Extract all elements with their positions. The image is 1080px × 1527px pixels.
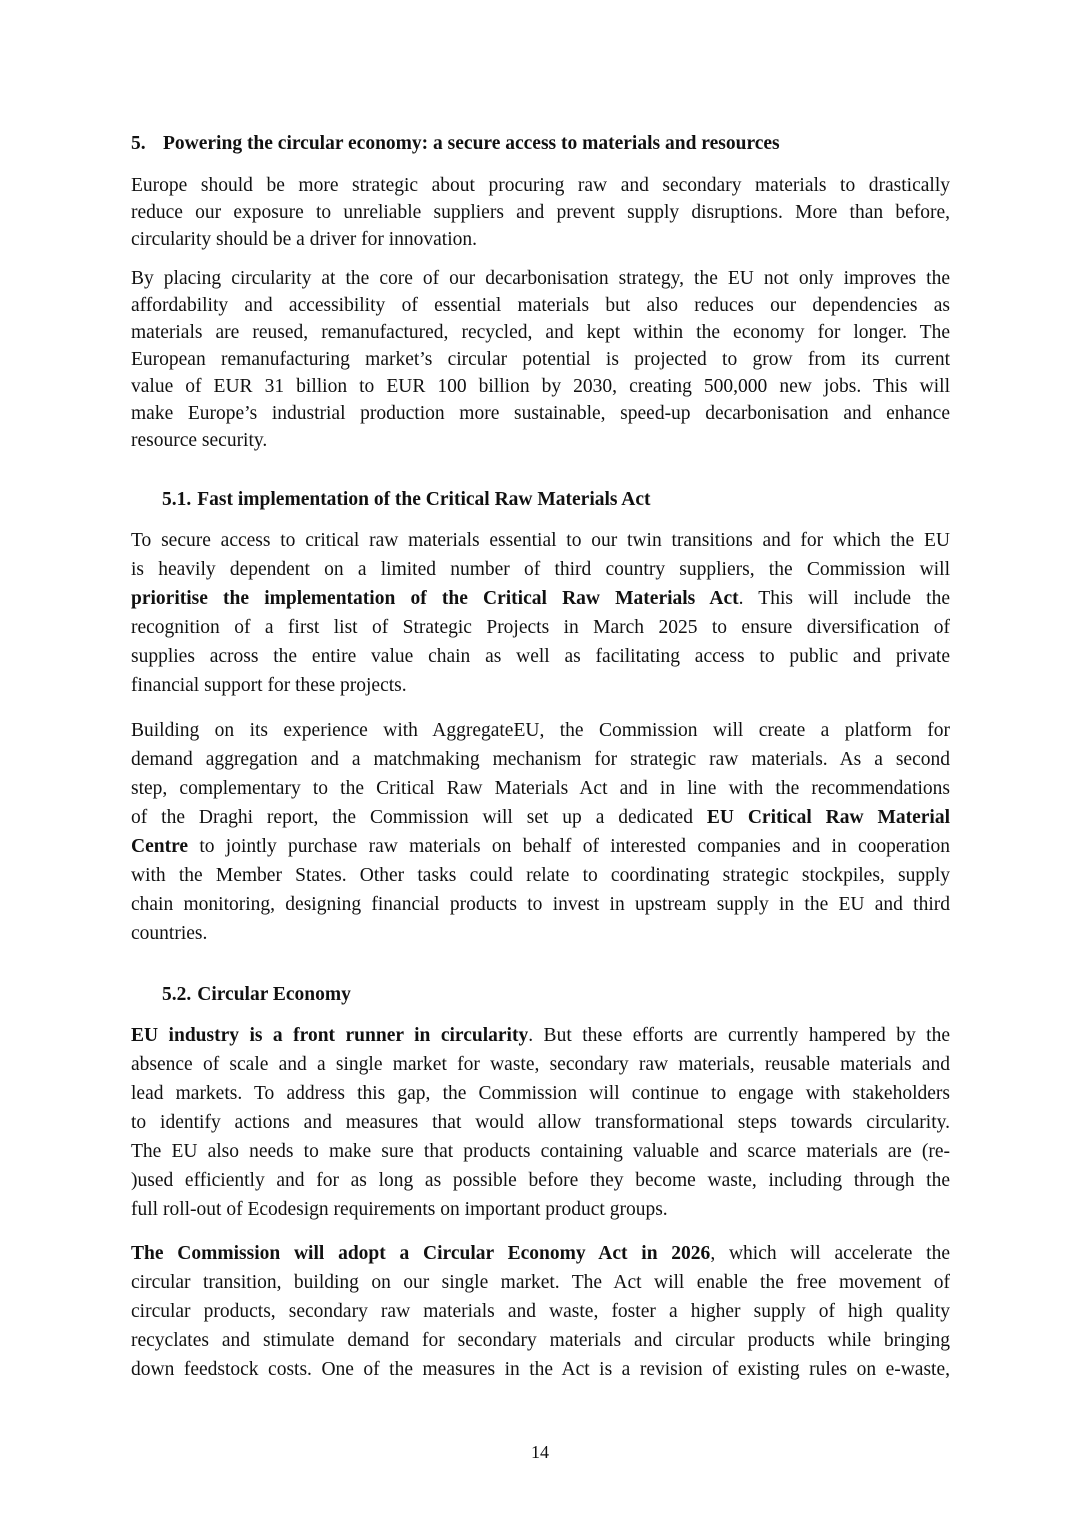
subsection-number: 5.2. <box>162 984 192 1005</box>
text-line: To secure access to critical raw materials essential to our twin transitions and for which the EU <box>131 530 950 551</box>
emphasis-text: prioritise the implementation of the Critical Raw Materials Act <box>131 588 739 609</box>
text-line: resource security. <box>131 430 268 451</box>
subsection-5-1-paragraph-2 <box>131 716 950 948</box>
intro-paragraph-2 <box>131 265 950 454</box>
text-line: )used efficiently and for as long as possible before they become waste, including through the <box>131 1170 950 1191</box>
text-line: circularity should be a driver for innovation. <box>131 229 478 250</box>
text-line: step, complementary to the Critical Raw Materials Act and in line with the recommendations <box>131 778 950 799</box>
subsection-heading-5-1 <box>162 487 651 513</box>
text-line: affordability and accessibility of essential materials but also reduces our dependencies as <box>131 295 950 316</box>
text-line <box>131 1239 950 1268</box>
subsection-title: Fast implementation of the Critical Raw Materials Act <box>197 489 651 510</box>
text-line: recyclates and stimulate demand for secondary materials and circular products while bringing <box>131 1330 950 1351</box>
text-line: lead markets. To address this gap, the Commission will continue to engage with stakeholders <box>131 1083 950 1104</box>
text-line: to identify actions and measures that would allow transformational steps towards circularity. <box>131 1112 950 1133</box>
text-line: circular transition, building on our single market. The Act will enable the free movement of <box>131 1272 950 1293</box>
subsection-5-2-paragraph-1 <box>131 1021 950 1224</box>
section-number: 5. <box>131 133 146 154</box>
text-line: is heavily dependent on a limited number of third country suppliers, the Commission will <box>131 559 950 580</box>
emphasis-text: EU industry is a front runner in circularity <box>131 1025 529 1046</box>
emphasis-text: Centre <box>131 836 189 857</box>
page-number: 14 <box>531 1442 549 1462</box>
subsection-title: Circular Economy <box>197 984 351 1005</box>
text-line: financial support for these projects. <box>131 675 407 696</box>
text-line: make Europe’s industrial production more sustainable, speed-up decarbonisation and enhance <box>131 403 950 424</box>
subsection-5-2-paragraph-2 <box>131 1239 950 1384</box>
subsection-heading-5-2 <box>162 982 351 1008</box>
text-line: supplies across the entire value chain as well as facilitating access to public and private <box>131 646 950 667</box>
text-line: chain monitoring, designing financial products to invest in upstream supply in the EU and third <box>131 894 950 915</box>
section-title: Powering the circular economy: a secure access to materials and resources <box>163 133 780 154</box>
text-line: countries. <box>131 923 208 944</box>
text-line: Europe should be more strategic about procuring raw and secondary materials to drastically <box>131 175 950 196</box>
text-line: By placing circularity at the core of our decarbonisation strategy, the EU not only improves the <box>131 268 950 289</box>
emphasis-text: The Commission will adopt a Circular Economy Act in 2026 <box>131 1243 711 1264</box>
text-span: . This will include the <box>738 588 950 609</box>
emphasis-text: EU Critical Raw Material <box>706 807 951 828</box>
text-line: value of EUR 31 billion to EUR 100 billion by 2030, creating 500,000 new jobs. This will <box>131 376 950 397</box>
text-line: materials are reused, remanufactured, recycled, and kept within the economy for longer. The <box>131 322 950 343</box>
text-line: recognition of a first list of Strategic Projects in March 2025 to ensure diversification of <box>131 617 950 638</box>
text-line: full roll-out of Ecodesign requirements on important product groups. <box>131 1199 668 1220</box>
text-line <box>131 584 950 613</box>
text-span: , which will accelerate the <box>710 1243 950 1264</box>
text-line: The EU also needs to make sure that products containing valuable and scarce materials are (re- <box>131 1141 950 1162</box>
subsection-number: 5.1. <box>162 489 192 510</box>
text-line: European remanufacturing market’s circular potential is projected to grow from its current <box>131 349 950 370</box>
section-heading <box>131 131 780 157</box>
intro-paragraph-1 <box>131 172 950 253</box>
text-line <box>131 1021 950 1050</box>
text-span: to jointly purchase raw materials on behalf of interested companies and in cooperation <box>188 836 950 857</box>
text-span: . But these efforts are currently hampered by the <box>528 1025 950 1046</box>
text-line: reduce our exposure to unreliable suppliers and prevent supply disruptions. More than before, <box>131 202 950 223</box>
text-line <box>131 803 950 832</box>
text-line: with the Member States. Other tasks could relate to coordinating strategic stockpiles, supply <box>131 865 950 886</box>
text-span: of the Draghi report, the Commission will set up a dedicated <box>131 807 707 828</box>
text-line: down feedstock costs. One of the measures in the Act is a revision of existing rules on e-waste, <box>131 1359 950 1380</box>
text-line <box>131 832 950 861</box>
text-line: demand aggregation and a matchmaking mechanism for strategic raw materials. As a second <box>131 749 950 770</box>
text-line: absence of scale and a single market for waste, secondary raw materials, reusable materials and <box>131 1054 950 1075</box>
text-line: circular products, secondary raw materials and waste, foster a higher supply of high quality <box>131 1301 950 1322</box>
subsection-5-1-paragraph-1 <box>131 526 950 700</box>
text-line: Building on its experience with AggregateEU, the Commission will create a platform for <box>131 720 950 741</box>
